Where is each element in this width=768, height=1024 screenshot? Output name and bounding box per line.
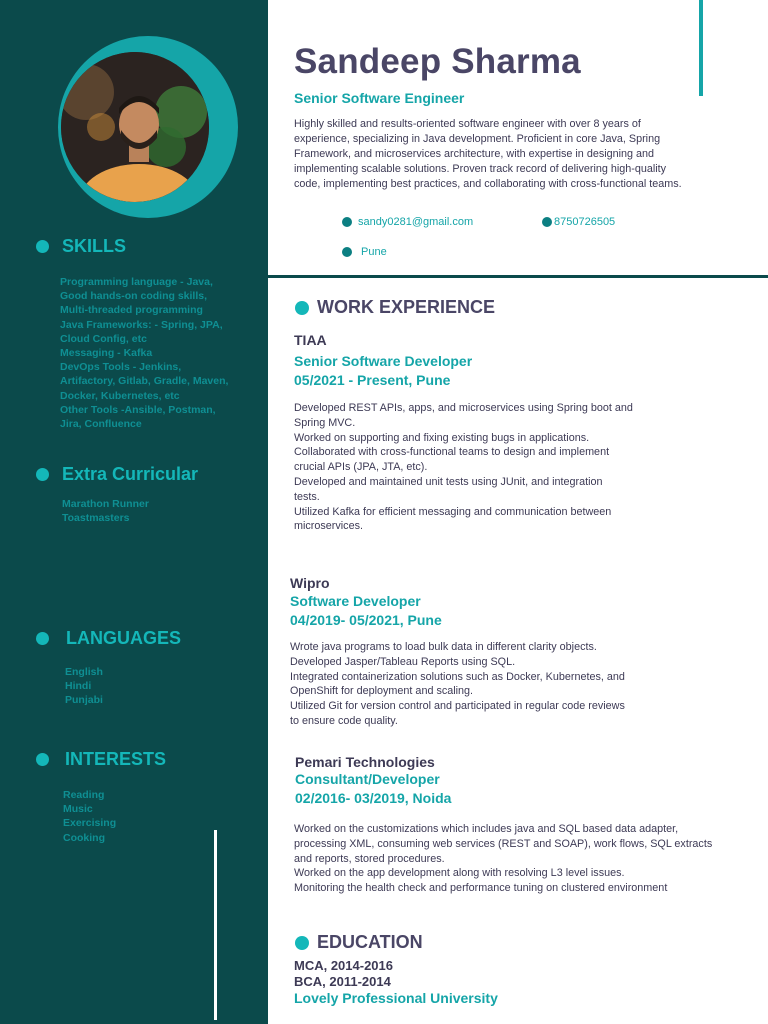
phone-icon xyxy=(542,217,552,227)
education-heading xyxy=(295,932,423,953)
bullet-icon xyxy=(36,632,49,645)
extra-list xyxy=(62,497,149,525)
header-divider xyxy=(268,275,768,278)
company-name: TIAA xyxy=(294,332,327,348)
role-title: Consultant/Developer xyxy=(295,771,440,787)
sidebar xyxy=(0,0,268,1024)
interests-list xyxy=(63,788,116,845)
list-item: Jira, Confluence xyxy=(60,418,142,431)
contact-location xyxy=(342,246,387,258)
company-name: Pemari Technologies xyxy=(295,754,435,770)
list-item: Wrote java programs to load bulk data in different clarity objects. xyxy=(290,641,597,653)
role-title: Software Developer xyxy=(290,593,421,609)
contact-email[interactable] xyxy=(342,216,473,228)
list-item: Toastmasters xyxy=(62,512,130,525)
job-description xyxy=(294,401,633,534)
list-item: Messaging - Kafka xyxy=(60,347,153,360)
languages-list xyxy=(65,665,103,708)
list-item: Hindi xyxy=(65,680,92,693)
person-name: Sandeep Sharma xyxy=(294,42,581,81)
list-item: Developed Jasper/Tableau Reports using SQL. xyxy=(290,655,516,668)
list-item: Utilized Kafka for efficient messaging and communication between xyxy=(294,505,612,518)
profile-photo xyxy=(61,52,209,202)
list-item: Other Tools -Ansible, Postman, xyxy=(60,403,216,416)
bullet-icon xyxy=(295,301,309,315)
list-item: DevOps Tools - Jenkins, xyxy=(60,361,182,374)
phone-text: 8750726505 xyxy=(554,216,616,228)
list-item: Spring MVC. xyxy=(294,416,356,429)
bullet-icon xyxy=(36,468,49,481)
list-item: Cooking xyxy=(63,831,105,844)
role-period: 05/2021 - Present, Pune xyxy=(294,372,451,388)
list-item: Music xyxy=(63,803,93,816)
interests-heading-text: INTERESTS xyxy=(65,749,167,769)
bullet-icon xyxy=(36,753,49,766)
list-item: microservices. xyxy=(294,520,363,533)
location-icon xyxy=(342,247,352,257)
role-title: Senior Software Developer xyxy=(294,353,473,369)
email-text: sandy0281@gmail.com xyxy=(358,216,474,228)
job-description xyxy=(294,822,712,896)
list-item: Utilized Git for version control and participated in regular code reviews xyxy=(290,700,625,713)
work-heading xyxy=(295,297,495,318)
list-item: Collaborated with cross-functional teams to design and implement xyxy=(294,446,610,459)
languages-heading xyxy=(36,628,181,649)
university-name: Lovely Professional University xyxy=(294,990,498,1006)
list-item: to ensure code quality. xyxy=(290,714,398,727)
role-period: 02/2016- 03/2019, Noida xyxy=(295,790,452,806)
list-item: Artifactory, Gitlab, Gradle, Maven, xyxy=(60,375,229,388)
list-item: Programming language - Java, xyxy=(60,276,213,288)
list-item: Multi-threaded programming xyxy=(60,304,203,317)
profile-summary: Highly skilled and results-oriented software engineer with over 8 years of experience, specializing in Java development. Proficient in core Java, Spring Framework, and microservices architecture, with expertise in designing and implementing scalable solutions. Proven track record of delivering high-quality code, implementing best practices, and collaborating with cross-functional teams. xyxy=(294,118,682,190)
list-item: Exercising xyxy=(63,817,117,830)
list-item: Worked on the app development along with resolving L3 level issues. xyxy=(294,867,625,880)
list-item: and reports, stored procedures. xyxy=(294,852,445,865)
contact-phone[interactable] xyxy=(542,216,615,228)
list-item: Docker, Kubernetes, etc xyxy=(60,389,180,402)
list-item: Reading xyxy=(63,789,105,801)
list-item: Punjabi xyxy=(65,694,103,707)
bullet-icon xyxy=(36,240,49,253)
list-item: Worked on supporting and fixing existing bugs in applications. xyxy=(294,431,590,444)
decorative-line xyxy=(214,830,217,1020)
list-item: crucial APIs (JPA, JTA, etc). xyxy=(294,461,428,474)
list-item: Monitoring the health check and performance tuning on clustered environment xyxy=(294,882,668,895)
list-item: Java Frameworks: - Spring, JPA, xyxy=(60,318,223,331)
email-icon xyxy=(342,217,352,227)
list-item: Developed and maintained unit tests using JUnit, and integration xyxy=(294,475,603,488)
skills-heading-text: SKILLS xyxy=(62,236,127,256)
accent-bar xyxy=(699,0,703,96)
list-item: processing XML, consuming web services (REST and SOAP), work flows, SQL extracts xyxy=(294,837,713,850)
list-item: tests. xyxy=(294,490,320,503)
education-heading-text: EDUCATION xyxy=(317,932,423,952)
degree-mca: MCA, 2014-2016 xyxy=(294,958,393,973)
list-item: Marathon Runner xyxy=(62,498,149,510)
interests-heading xyxy=(36,749,166,770)
list-item: Cloud Config, etc xyxy=(60,332,147,345)
list-item: English xyxy=(65,666,103,678)
company-name: Wipro xyxy=(290,575,330,591)
languages-heading-text: LANGUAGES xyxy=(66,628,182,648)
bullet-icon xyxy=(295,936,309,950)
list-item: Integrated containerization solutions such as Docker, Kubernetes, and xyxy=(290,670,625,683)
role-period: 04/2019- 05/2021, Pune xyxy=(290,612,442,628)
job-description xyxy=(290,640,625,729)
skills-heading xyxy=(36,236,126,257)
work-heading-text: WORK EXPERIENCE xyxy=(317,297,496,317)
location-text: Pune xyxy=(361,246,387,258)
degree-bca: BCA, 2011-2014 xyxy=(294,974,391,989)
list-item: Worked on the customizations which includes java and SQL based data adapter, xyxy=(294,823,679,835)
list-item: Developed REST APIs, apps, and microservices using Spring boot and xyxy=(294,402,633,414)
job-title: Senior Software Engineer xyxy=(294,90,465,106)
skills-list xyxy=(60,275,228,431)
extra-heading-text: Extra Curricular xyxy=(62,464,199,484)
list-item: Good hands-on coding skills, xyxy=(60,290,208,303)
list-item: OpenShift for deployment and scaling. xyxy=(290,685,474,698)
extra-heading xyxy=(36,464,198,485)
